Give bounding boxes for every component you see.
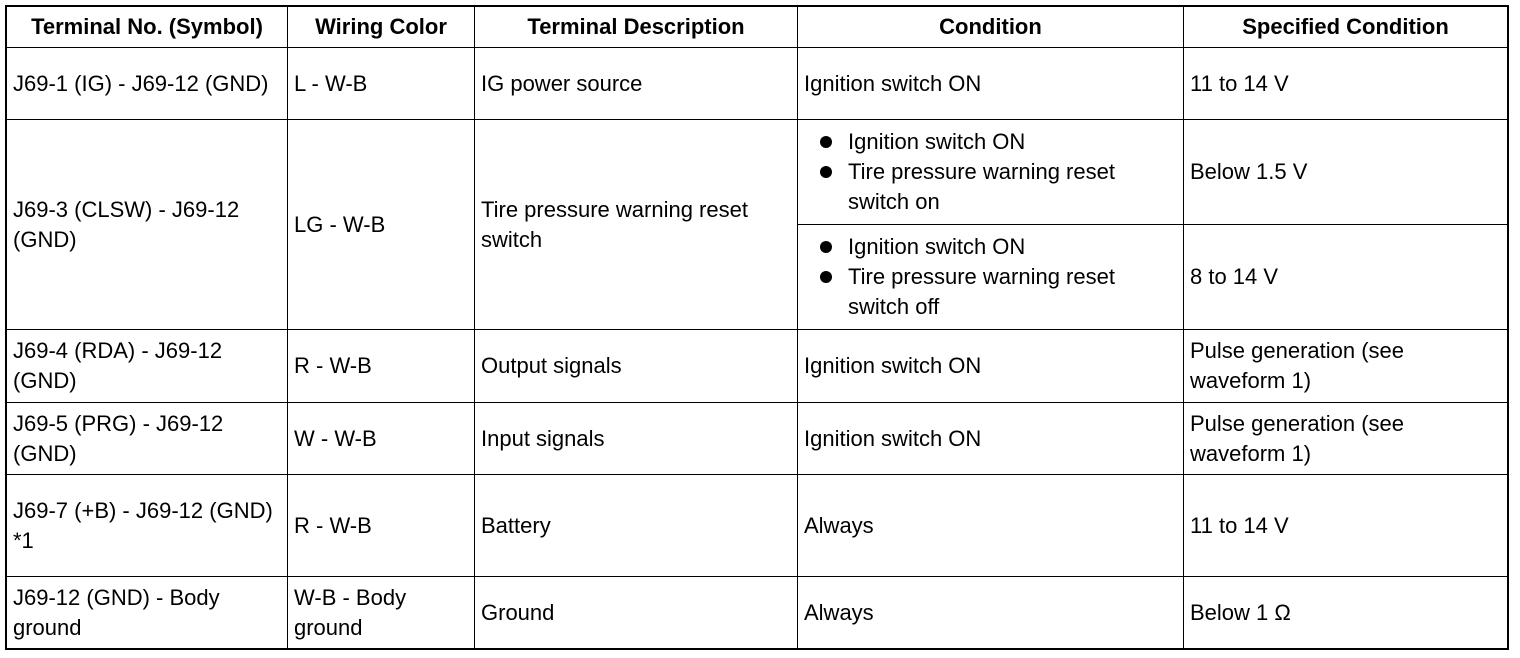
wiring-cell: W-B - Body ground — [288, 577, 475, 649]
condition-item: Ignition switch ON — [804, 127, 1177, 157]
terminal-cell: J69-1 (IG) - J69-12 (GND) — [7, 48, 288, 120]
specified-cell: 11 to 14 V — [1184, 48, 1508, 120]
bullet-icon — [820, 271, 832, 283]
terminal-cell: J69-12 (GND) - Body ground — [7, 577, 288, 649]
terminal-cell: J69-3 (CLSW) - J69-12 (GND) — [7, 120, 288, 330]
table-row — [7, 48, 1508, 120]
wiring-cell: R - W-B — [288, 475, 475, 577]
specified-cell: Below 1.5 V — [1184, 120, 1508, 225]
condition-item: Tire pressure warning reset switch off — [804, 262, 1177, 322]
header-row — [7, 7, 1508, 48]
bullet-icon — [820, 166, 832, 178]
terminal-text: J69-7 (+B) - J69-12 (GND) — [13, 497, 273, 523]
header-specified-condition: Specified Condition — [1184, 7, 1508, 48]
header-wiring-color: Wiring Color — [288, 7, 475, 48]
specified-cell: Pulse generation (see waveform 1) — [1184, 330, 1508, 403]
description-cell: IG power source — [475, 48, 798, 120]
table-row — [7, 120, 1508, 225]
wiring-cell: W - W-B — [288, 403, 475, 475]
description-cell: Tire pressure warning reset switch — [475, 120, 798, 330]
table-row — [7, 475, 1508, 577]
terminal-spec-table — [6, 6, 1508, 649]
bullet-icon — [820, 241, 832, 253]
description-cell: Input signals — [475, 403, 798, 475]
table-header — [7, 7, 1508, 48]
terminal-cell: J69-4 (RDA) - J69-12 (GND) — [7, 330, 288, 403]
condition-list — [804, 127, 1177, 217]
condition-cell: Ignition switch ON — [798, 330, 1184, 403]
condition-cell: Ignition switch ON — [798, 403, 1184, 475]
header-condition: Condition — [798, 7, 1184, 48]
condition-cell: Always — [798, 475, 1184, 577]
condition-item: Tire pressure warning reset switch on — [804, 157, 1177, 217]
terminal-cell — [7, 475, 288, 577]
header-terminal: Terminal No. (Symbol) — [7, 7, 288, 48]
condition-cell — [798, 120, 1184, 225]
wiring-cell: L - W-B — [288, 48, 475, 120]
condition-cell — [798, 225, 1184, 330]
description-cell: Battery — [475, 475, 798, 577]
table-row — [7, 330, 1508, 403]
wiring-cell: LG - W-B — [288, 120, 475, 330]
terminal-cell: J69-5 (PRG) - J69-12 (GND) — [7, 403, 288, 475]
condition-list — [804, 232, 1177, 322]
condition-cell: Ignition switch ON — [798, 48, 1184, 120]
table-row — [7, 403, 1508, 475]
bullet-icon — [820, 136, 832, 148]
condition-item: Ignition switch ON — [804, 232, 1177, 262]
description-cell: Output signals — [475, 330, 798, 403]
specified-cell: Below 1 Ω — [1184, 577, 1508, 649]
description-cell: Ground — [475, 577, 798, 649]
header-terminal-description: Terminal Description — [475, 7, 798, 48]
specified-cell: 8 to 14 V — [1184, 225, 1508, 330]
wiring-cell: R - W-B — [288, 330, 475, 403]
table-body — [7, 48, 1508, 649]
specified-cell: 11 to 14 V — [1184, 475, 1508, 577]
specified-cell: Pulse generation (see waveform 1) — [1184, 403, 1508, 475]
condition-cell: Always — [798, 577, 1184, 649]
terminal-footnote: *1 — [13, 527, 34, 553]
table-row — [7, 577, 1508, 649]
